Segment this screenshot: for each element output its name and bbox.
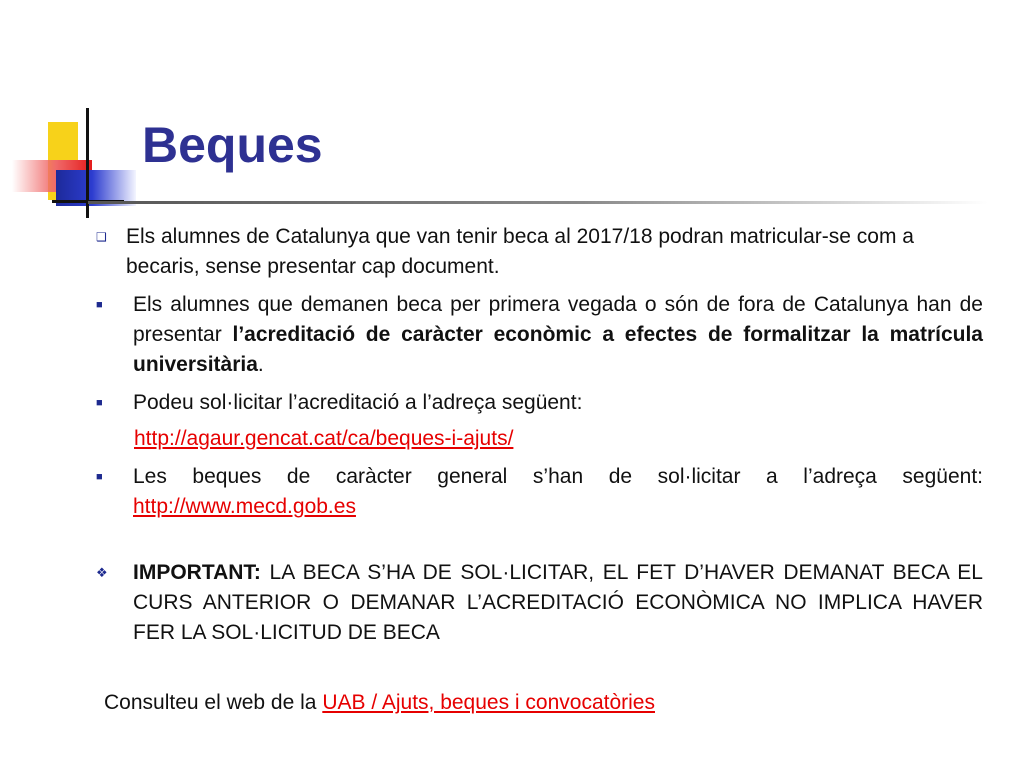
bullet-item-catalunya	[96, 222, 1024, 282]
bullet-text-bold: l’acreditació de caràcter econòmic a efectes de formalitzar la matrícula universitària	[133, 323, 983, 376]
bullet-text-main: Les beques de caràcter general s’han de sol·licitar a l’adreça següent:	[133, 465, 983, 488]
title-divider	[88, 201, 988, 204]
square-bullet-icon: ■	[96, 471, 103, 483]
agaur-link[interactable]: http://agaur.gencat.cat/ca/beques-i-ajuts/	[134, 427, 514, 450]
important-text: LA BECA S’HA DE SOL·LICITAR, EL FET D’HAVER DEMANAT BECA EL CURS ANTERIOR O DEMANAR L’ACREDITACIÓ ECONÒMICA NO IMPLICA HAVER FER LA SOL·LICITUD DE BECA	[133, 561, 983, 644]
diamond-bullet-icon: ❖	[96, 565, 108, 580]
hollow-square-bullet-icon: ❑	[96, 230, 107, 244]
mecd-link[interactable]: http://www.mecd.gob.es	[133, 495, 356, 518]
slide-content	[0, 222, 1024, 648]
uab-ajuts-link[interactable]: UAB / Ajuts, beques i convocatòries	[322, 691, 655, 714]
bullet-text	[133, 290, 983, 380]
slide-title: Beques	[142, 117, 323, 173]
bullet-item-solicitar	[96, 388, 1024, 418]
square-bullet-icon: ■	[96, 397, 103, 409]
footer-line	[104, 688, 655, 718]
bullet-text-before: Els alumnes que demanen beca per primera vegada o són de fora de Catalunya han de presentar	[133, 293, 983, 346]
bullet-text: Els alumnes de Catalunya que van tenir beca al 2017/18 podran matricular-se com a becaris, sense presentar cap document.	[126, 225, 914, 278]
bullet-item-primera-vegada	[96, 290, 1024, 380]
bullet-text	[133, 558, 983, 648]
bullet-item-beques-general	[96, 462, 1024, 522]
bullet-text-after: .	[257, 353, 264, 376]
bullet-item-important	[96, 558, 1024, 648]
agaur-url-line	[134, 424, 1024, 454]
important-label: IMPORTANT:	[133, 561, 261, 584]
square-bullet-icon: ■	[96, 299, 103, 311]
bullet-text	[133, 462, 983, 522]
footer-text: Consulteu el web de la	[104, 691, 323, 714]
bullet-text: Podeu sol·licitar l’acreditació a l’adreça següent:	[133, 391, 583, 414]
